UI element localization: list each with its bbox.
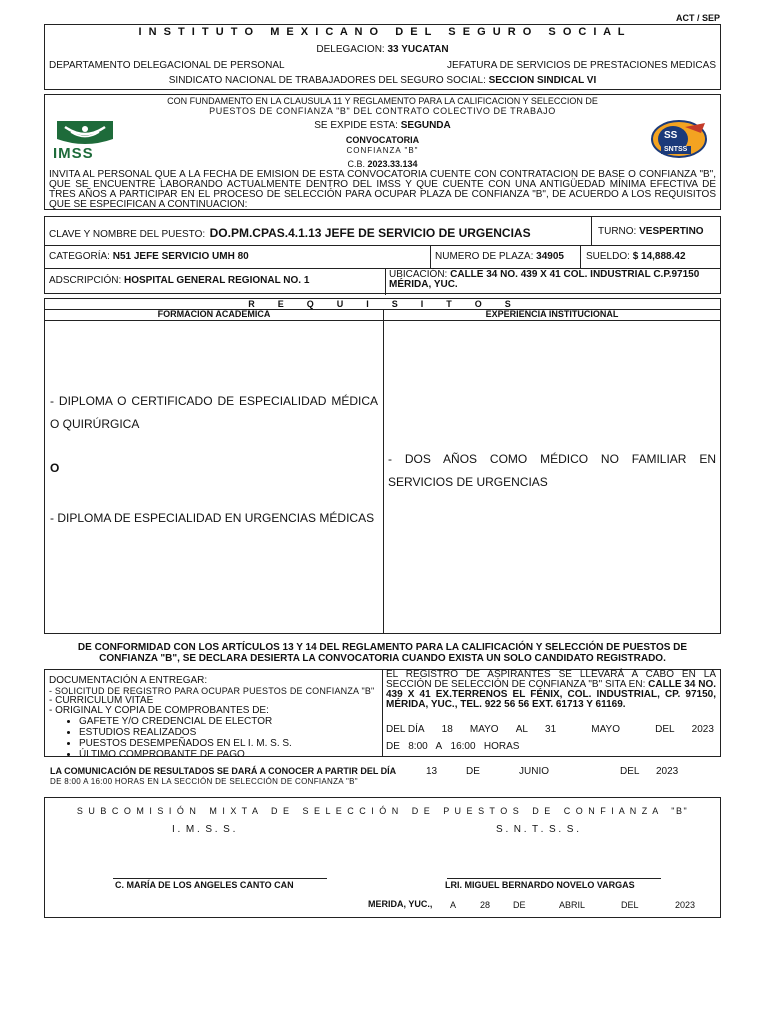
sindicato: SINDICATO NACIONAL DE TRABAJADORES DEL SEGURO SOCIAL: SECCION SINDICAL VI xyxy=(168,75,597,86)
institute-name: I N S T I T U T O M E X I C A N O D E L S E G U R O S O C I A L xyxy=(138,26,627,38)
convocatoria-subtitle: CONFIANZA "B" xyxy=(346,146,419,155)
sueldo: SUELDO: $ 14,888.42 xyxy=(586,251,686,262)
imss-label: I . M . S . S . xyxy=(172,824,236,835)
registro-horario: DE 8:00 A 16:00 HORAS xyxy=(386,741,520,752)
documentacion-box xyxy=(44,669,721,760)
ubicacion: UBICACIÓN: CALLE 34 NO. 439 X 41 COL. INDUSTRIAL C.P.97150 MÉRIDA, YUC. xyxy=(389,269,700,290)
resultados-line-2: DE 8:00 A 16:00 HORAS EN LA SECCIÓN DE SELECCIÓN DE CONFIANZA "B" xyxy=(50,777,358,786)
fecha-dia: 28 xyxy=(480,900,491,910)
expide: SE EXPIDE ESTA: SEGUNDA xyxy=(314,120,451,131)
clave-puesto: CLAVE Y NOMBRE DEL PUESTO: DO.PM.CPAS.4.1.13 JEFE DE SERVICIO DE URGENCIAS xyxy=(49,226,531,240)
fecha-mes: ABRIL xyxy=(559,900,586,910)
fecha-anio: 2023 xyxy=(675,900,696,910)
convocatoria-box xyxy=(44,94,721,210)
fecha-del: DEL xyxy=(621,900,639,910)
list-item: • ESTUDIOS REALIZADOS xyxy=(79,727,379,738)
imss-logo-text: IMSS xyxy=(53,145,94,162)
subcomision-box xyxy=(44,797,721,918)
resultados-del: DEL xyxy=(620,766,640,777)
sntss-logo-text: SNTSS xyxy=(664,146,688,153)
list-item: • GAFETE Y/O CREDENCIAL DE ELECTOR xyxy=(79,716,379,727)
subcomision-title: S U B C O M I S I Ó N M I X T A D E S E L E C C I Ó N D E P U E S T O S D E C O N F I A N Z A "B" xyxy=(76,806,689,816)
resultados-de: DE xyxy=(466,766,480,777)
invitacion-text: INVITA AL PERSONAL QUE A LA FECHA DE EMISION DE ESTA CONVOCATORIA CUENTE CON CONTRATACION DE BASE O CONFIANZA "B", QUE SE ENCUENTRE LABORANDO ACTUALMENTE DENTRO DEL IMSS Y QUE CUENTE CON UNA ANTIGÜEDAD MÍNIMA EFECTIVA DE TRES AÑOS A PARTICIPAR EN EL PROCESO DE SELECCIÓN PARA OCUPAR PLAZA DE CONFIANZA "B", DE ACUERDO A LOS REQUISITOS QUE SE ESPECIFICAN A CONTINUACION: xyxy=(49,169,716,210)
resultados-mes: JUNIO xyxy=(519,766,549,777)
fecha-de: DE xyxy=(513,900,526,910)
col-formacion-header: FORMACION ACADEMICA xyxy=(157,309,271,319)
col-experiencia-header: EXPERIENCIA INSTITUCIONAL xyxy=(485,309,619,319)
delegacion: DELEGACION: 33 YUCATAN xyxy=(316,44,449,55)
resultados-line-1: LA COMUNICACIÓN DE RESULTADOS SE DARÁ A CONOCER A PARTIR DEL DÍA xyxy=(50,766,397,776)
comprobantes-list xyxy=(49,716,379,760)
categoria: CATEGORÍA: N51 JEFE SERVICIO UMH 80 xyxy=(49,251,249,262)
formacion-item-2: - DIPLOMA DE ESPECIALIDAD EN URGENCIAS MÉDICAS xyxy=(50,511,375,525)
departamento: DEPARTAMENTO DELEGACIONAL DE PERSONAL xyxy=(49,60,285,71)
list-item: • PUESTOS DESEMPEÑADOS EN EL I. M. S. S. xyxy=(79,738,379,749)
resultados-dia: 13 xyxy=(426,766,438,777)
fecha-a: A xyxy=(450,900,457,910)
puesto-box xyxy=(44,216,721,294)
firma-sntss: LRI. MIGUEL BERNARDO NOVELO VARGAS xyxy=(445,880,635,890)
turno: TURNO: VESPERTINO xyxy=(598,226,704,237)
adscripcion: ADSCRIPCIÓN: HOSPITAL GENERAL REGIONAL NO. 1 xyxy=(49,275,310,286)
document-code: ACT / SEP xyxy=(675,13,720,23)
jefatura: JEFATURA DE SERVICIOS DE PRESTACIONES MEDICAS xyxy=(447,60,716,71)
convocatoria-title: CONVOCATORIA xyxy=(345,135,420,145)
lugar: MERIDA, YUC., xyxy=(368,899,433,909)
documentacion-list: DOCUMENTACIÓN A ENTREGAR: - SOLICITUD DE REGISTRO PARA OCUPAR PUESTOS DE CONFIANZA "B" - CURRICULUM VITAE - ORIGINAL Y COPIA DE COMPROBANTES DE: • GAFETE Y/O CREDENCIAL DE ELECTOR • ESTUDIOS REALIZADOS • PUESTOS DESEMPEÑADOS EN EL I. M. S. S. • ÚLTIMO COMPROBANTE DE PAGO xyxy=(49,676,379,760)
cb-number: C.B. 2023.33.134 xyxy=(347,159,418,169)
sntss-logo-top: SS xyxy=(664,130,678,141)
registro-text: EL REGISTRO DE ASPIRANTES SE LLEVARÁ A CABO EN LA SECCIÓN DE SELECCIÓN DE CONFIANZA "B" SITA EN: CALLE 34 NO. 439 X 41 EX.TERRENOS EL FÉNIX, COL. INDUSTRIAL, CP. 97150, MÉRIDA, YUC., TEL. 922 56 56 EXT. 61713 Y 61169. xyxy=(386,669,717,710)
numero-plaza: NUMERO DE PLAZA: 34905 xyxy=(435,251,564,262)
resultados-anio: 2023 xyxy=(656,766,679,777)
formacion-item-1: - DIPLOMA O CERTIFICADO DE ESPECIALIDAD MÉDICA O QUIRÚRGICA xyxy=(50,394,378,431)
registro-fechas: DEL DÍA 18 MAYO AL 31 MAYO DEL 2023 xyxy=(386,724,714,735)
requisitos-title: R E Q U I S I T O S xyxy=(248,299,517,309)
sntss-label: S . N . T . S . S . xyxy=(496,824,579,835)
header-box xyxy=(44,24,721,90)
conformidad-note: DE CONFORMIDAD CON LOS ARTÍCULOS 13 Y 14 DEL REGLAMENTO PARA LA CALIFICACIÓN Y SELECCIÓN DE PUESTOS DE CONFIANZA "B", SE DECLARA DESIERTA LA CONVOCATORIA CUANDO EXISTA UN SOLO CANDIDATO REGISTRADO. xyxy=(77,642,688,664)
requisitos-box xyxy=(44,298,721,634)
experiencia-item-1: - DOS AÑOS COMO MÉDICO NO FAMILIAR EN SERVICIOS DE URGENCIAS xyxy=(388,452,716,489)
formacion-separator: O xyxy=(50,461,60,475)
firma-imss: C. MARÍA DE LOS ANGELES CANTO CAN xyxy=(115,880,294,890)
fundamento: CON FUNDAMENTO EN LA CLAUSULA 11 Y REGLAMENTO PARA LA CALIFICACION Y SELECCION DE PUESTOS DE CONFIANZA "B" DEL CONTRATO COLECTIVO DE TRABAJO xyxy=(167,96,598,116)
list-item: • ÚLTIMO COMPROBANTE DE PAGO xyxy=(79,749,379,760)
